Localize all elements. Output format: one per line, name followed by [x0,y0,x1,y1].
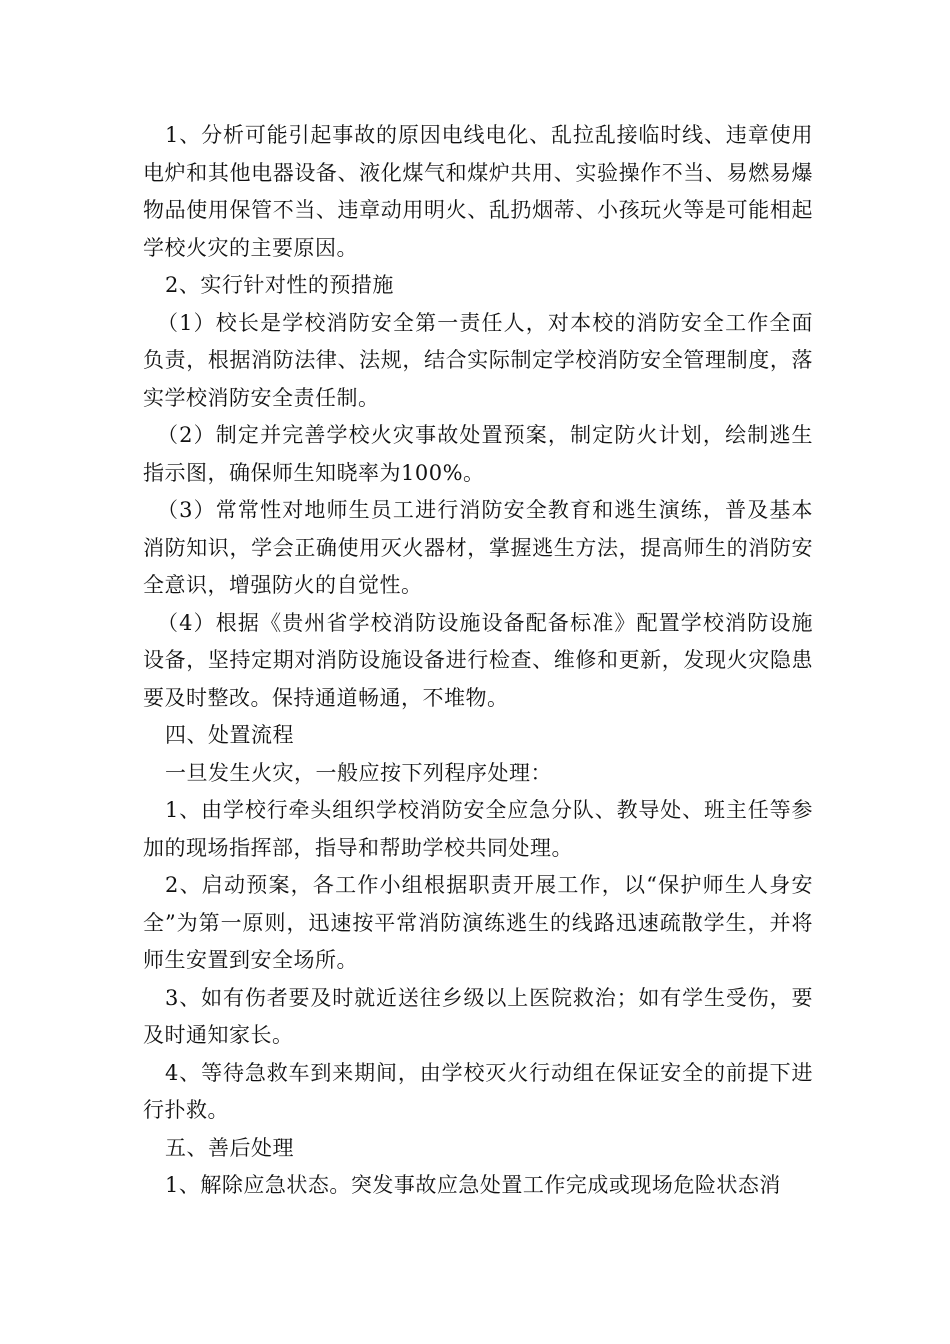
paragraph-procedure-2: 2、启动预案，各工作小组根据职责开展工作，以“保护师生人身安全”为第一原则，迅速按平常消防演练逃生的线路迅速疏散学生，并将师生安置到安全场所。 [143,873,813,972]
paragraph-aftermath-1: 1、解除应急状态。突发事故应急处置工作完成或现场危险状态消 [165,1173,781,1197]
paragraph-procedure-1: 1、由学校行牵头组织学校消防安全应急分队、教导处、班主任等参加的现场指挥部，指导和帮助学校共同处理。 [143,798,813,860]
paragraph-cause-analysis: 1、分析可能引起事故的原因电线电化、乱拉乱接临时线、违章使用电炉和其他电器设备、液化煤气和煤炉共用、实验操作不当、易燃易爆物品使用保管不当、违章动用明火、乱扔烟蒂、小孩玩火等是可能相起学校火灾的主要原因。 [143,123,813,260]
paragraph-measure-1: （1）校长是学校消防安全第一责任人，对本校的消防安全工作全面负责，根据消防法律、法规，结合实际制定学校消防安全管理制度，落实学校消防安全责任制。 [143,310,813,410]
paragraph-measure-3: （3）常常性对地师生员工进行消防安全教育和逃生演练，普及基本消防知识，学会正确使用灭火器材，掌握逃生方法，提高师生的消防安全意识，增强防火的自觉性。 [143,498,813,597]
paragraph-procedure-3: 3、如有伤者要及时就近送往乡级以上医院救治；如有学生受伤，要及时通知家长。 [143,985,813,1047]
section-heading-aftermath: 五、善后处理 [165,1135,294,1160]
document-body [143,117,813,1205]
paragraph-measure-2: （2）制定并完善学校火灾事故处置预案，制定防火计划，绘制逃生指示图，确保师生知晓率为100%。 [143,423,813,485]
section-heading-procedure: 四、处置流程 [165,723,294,747]
paragraph-procedure-4: 4、等待急救车到来期间，由学校灭火行动组在保证安全的前提下进行扑救。 [143,1060,813,1122]
paragraph-measure-4: （4）根据《贵州省学校消防设施设备配备标准》配置学校消防设施设备，坚持定期对消防设施设备进行检查、维修和更新，发现火灾隐患要及时整改。保持通道畅通，不堆物。 [143,610,813,710]
paragraph-procedure-intro: 一旦发生火灾，一般应按下列程序处理： [165,760,552,785]
paragraph-preventive-measures-title: 2、实行针对性的预措施 [165,273,394,297]
